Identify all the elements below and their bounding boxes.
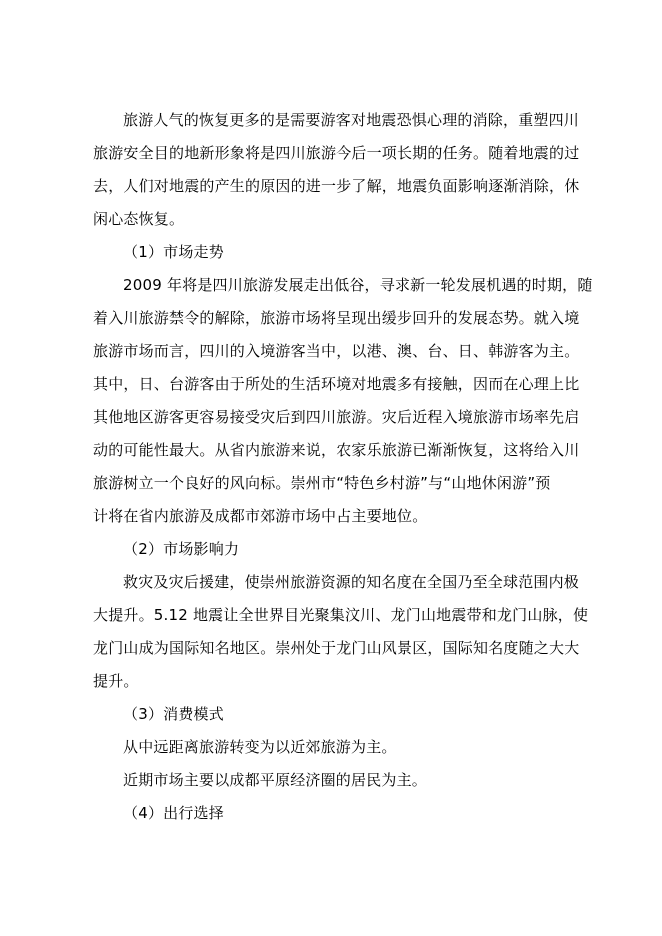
paragraph-5: 近期市场主要以成都平原经济圈的居民为主。	[123, 771, 428, 789]
paragraph-3-line-3: 龙门山成为国际知名地区。崇州处于龙门山风景区，国际知名度随之大大	[93, 639, 580, 657]
paragraph-2-line-8: 计将在省内旅游及成都市郊游市场中占主要地位。	[93, 507, 428, 525]
paragraph-3-line-1: 救灾及灾后援建，使崇州旅游资源的知名度在全国乃至全球范围内极	[123, 573, 580, 591]
paragraph-3-line-2: 大提升。5.12 地震让全世界目光聚集汶川、龙门山地震带和龙门山脉，使	[93, 606, 589, 624]
paragraph-2-line-3: 旅游市场而言，四川的入境游客当中，以港、澳、台、日、韩游客为主。	[93, 342, 580, 360]
paragraph-2-line-4: 其中，日、台游客由于所处的生活环境对地震多有接触，因而在心理上比	[93, 375, 580, 393]
section-heading-consumption-mode: （3）消费模式	[123, 705, 224, 723]
section-heading-market-influence: （2）市场影响力	[123, 540, 240, 558]
paragraph-3-line-4: 提升。	[93, 672, 139, 690]
paragraph-4: 从中远距离旅游转变为以近郊旅游为主。	[123, 738, 397, 756]
paragraph-2-line-6: 动的可能性最大。从省内旅游来说，农家乐旅游已渐渐恢复，这将给入川	[93, 441, 580, 459]
section-heading-travel-choice: （4）出行选择	[123, 804, 224, 822]
paragraph-2-line-1: 2009 年将是四川旅游发展走出低谷，寻求新一轮发展机遇的时期，随	[123, 276, 593, 294]
paragraph-1-line-3: 去，人们对地震的产生的原因的进一步了解，地震负面影响逐渐消除，休	[93, 177, 580, 195]
paragraph-2-line-5: 其他地区游客更容易接受灾后到四川旅游。灾后近程入境旅游市场率先启	[93, 408, 580, 426]
paragraph-1-line-4: 闲心态恢复。	[93, 210, 185, 228]
paragraph-2-line-7: 旅游树立一个良好的风向标。崇州市“特色乡村游”与“山地休闲游”预	[93, 474, 551, 492]
paragraph-1-line-2: 旅游安全目的地新形象将是四川旅游今后一项长期的任务。随着地震的过	[93, 144, 580, 162]
paragraph-2-line-2: 着入川旅游禁令的解除，旅游市场将呈现出缓步回升的发展态势。就入境	[93, 309, 580, 327]
section-heading-market-trend: （1）市场走势	[123, 243, 224, 261]
paragraph-1-line-1: 旅游人气的恢复更多的是需要游客对地震恐惧心理的消除，重塑四川	[123, 111, 580, 129]
